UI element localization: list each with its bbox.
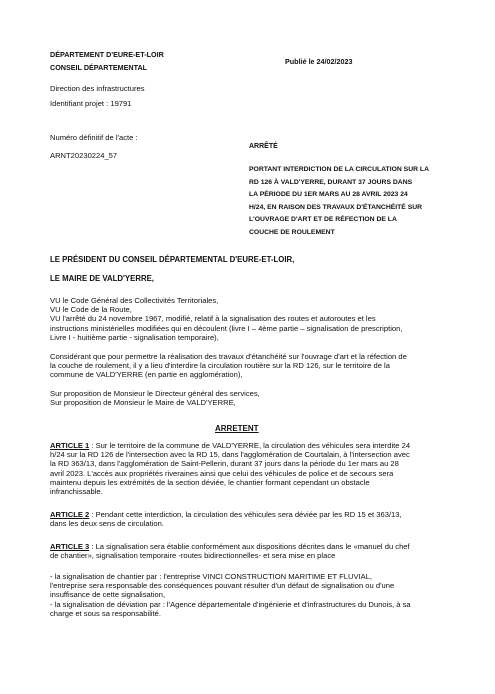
proposition-line: Sur proposition de Monsieur le Directeur général des services,	[50, 389, 260, 398]
proposition-line: Sur proposition de Monsieur le Maire de VALD'YERRE,	[50, 398, 236, 408]
article-3	[50, 542, 446, 560]
arrete-title-line: RD 126 À VALD'YERRE, DURANT 37 JOURS DANS	[249, 178, 413, 186]
article-1-label: ARTICLE 1	[50, 441, 90, 450]
article-1-line: infranchissable.	[50, 487, 103, 497]
article-2	[50, 510, 446, 528]
article-1-line: la RD 363/13, dans l'agglomération de Saint-Pellerin, durant 37 jours dans la période du 1er mars au 28	[50, 459, 399, 469]
arrete-title-line: H/24, EN RAISON DES TRAVAUX D'ÉTANCHÉITÉ SUR	[249, 203, 423, 211]
considerant-block	[50, 352, 446, 380]
article-2-line: dans les deux sens de circulation.	[50, 519, 164, 529]
published-date: Publié le 24/02/2023	[285, 57, 353, 66]
arrete-title	[249, 164, 445, 240]
arrete-title-line: L'OUVRAGE D'ART ET DE RÉFECTION DE LA	[249, 216, 397, 224]
article-3-line: de chantier», signalisation temporaire -routes bidirectionnelles- et sera mise en place	[50, 551, 336, 561]
visa-line: instructions ministérielles modifiées qui en découlent (livre I – 4ème partie – signalisation de prescription,	[50, 323, 403, 333]
considerant-line: la couche de roulement, il y a lieu d'interdire la circulation routière sur la RD 126, sur le territoire de la	[50, 361, 390, 371]
arretent-heading: ARRETENT	[215, 424, 259, 433]
considerant-line: Considérant que pour permettre la réalisation des travaux d'étanchéité sur l'ouvrage d'art et la réfection de	[50, 352, 407, 361]
department-name: DÉPARTEMENT D'EURE-ET-LOIR	[50, 50, 164, 59]
article-1-line: maintenu depuis les extrémités de la section déviée, le chantier formant cependant un obstacle	[50, 477, 370, 487]
article-3-item: - la signalisation de chantier par : l'entreprise VINCI CONSTRUCTION MARITIME ET FLUVIAL,	[50, 572, 373, 581]
council-name: CONSEIL DÉPARTEMENTAL	[50, 63, 148, 72]
visa-line: VU le Code Général des Collectivités Territoriales,	[50, 296, 219, 305]
considerant-line: commune de VALD'YERRE (en partie en agglomération),	[50, 370, 243, 380]
president-line: LE PRÉSIDENT DU CONSEIL DÉPARTEMENTAL D'EURE-ET-LOIR,	[50, 255, 295, 264]
arrete-title-line: COUCHE DE ROULEMENT	[249, 228, 335, 236]
arrete-title-line: LA PÉRIODE DU 1ER MARS AU 28 AVRIL 2023 24	[249, 191, 408, 199]
article-2-text: : Pendant cette interdiction, la circulation des véhicules sera déviée par les RD 15 et 363/13,	[89, 510, 402, 519]
article-1	[50, 441, 446, 496]
project-id: Identifiant projet : 19791	[50, 99, 132, 108]
article-3-item: - la signalisation de déviation par : l'Agence départementale d'ingénierie et d'infrastructures du Dunois, à sa	[50, 599, 411, 609]
article-2-label: ARTICLE 2	[50, 510, 90, 519]
propositions-block	[50, 389, 446, 407]
article-3-item: l'entreprise sera responsable des conséquences pouvant résulter d'un défaut de signalisation ou d'une	[50, 581, 395, 591]
article-3-item: charge et sous sa responsabilité.	[50, 608, 162, 618]
article-3-label: ARTICLE 3	[50, 542, 90, 551]
visa-line: VU l'arrêté du 24 novembre 1967, modifié, relatif à la signalisation des routes et autoroutes et les	[50, 314, 376, 324]
article-1-line: avril 2023. L'accès aux propriétés riveraines ainsi que celui des véhicules de police et de secours sera	[50, 468, 394, 478]
article-1-text: : Sur le territoire de la commune de VALD'YERRE, la circulation des véhicules sera interdite 24	[89, 441, 411, 450]
direction-name: Direction des infrastructures	[50, 84, 145, 93]
arrete-title-line: PORTANT INTERDICTION DE LA CIRCULATION SUR LA	[249, 166, 429, 173]
act-number: ARNT20230224_57	[50, 151, 118, 160]
article-1-line: h/24 sur la RD 126 de l'intersection avec la RD 15, dans l'agglomération de Courtalain, à l'intersection avec	[50, 450, 410, 460]
arrete-label: ARRÊTÉ	[249, 143, 278, 150]
visa-line: Livre I - huitième partie - signalisation temporaire),	[50, 332, 219, 342]
visas-block	[50, 296, 446, 342]
act-number-label: Numéro définitif de l'acte :	[50, 133, 138, 142]
article-3-item: insuffisance de cette signalisation,	[50, 590, 166, 600]
mayor-line: LE MAIRE DE VALD'YERRE,	[50, 274, 154, 283]
visa-line: VU le Code de la Route,	[50, 305, 132, 315]
article-3-list	[50, 572, 446, 618]
article-3-text: : La signalisation sera établie conformément aux dispositions décrites dans le «manuel du chef	[89, 542, 410, 551]
